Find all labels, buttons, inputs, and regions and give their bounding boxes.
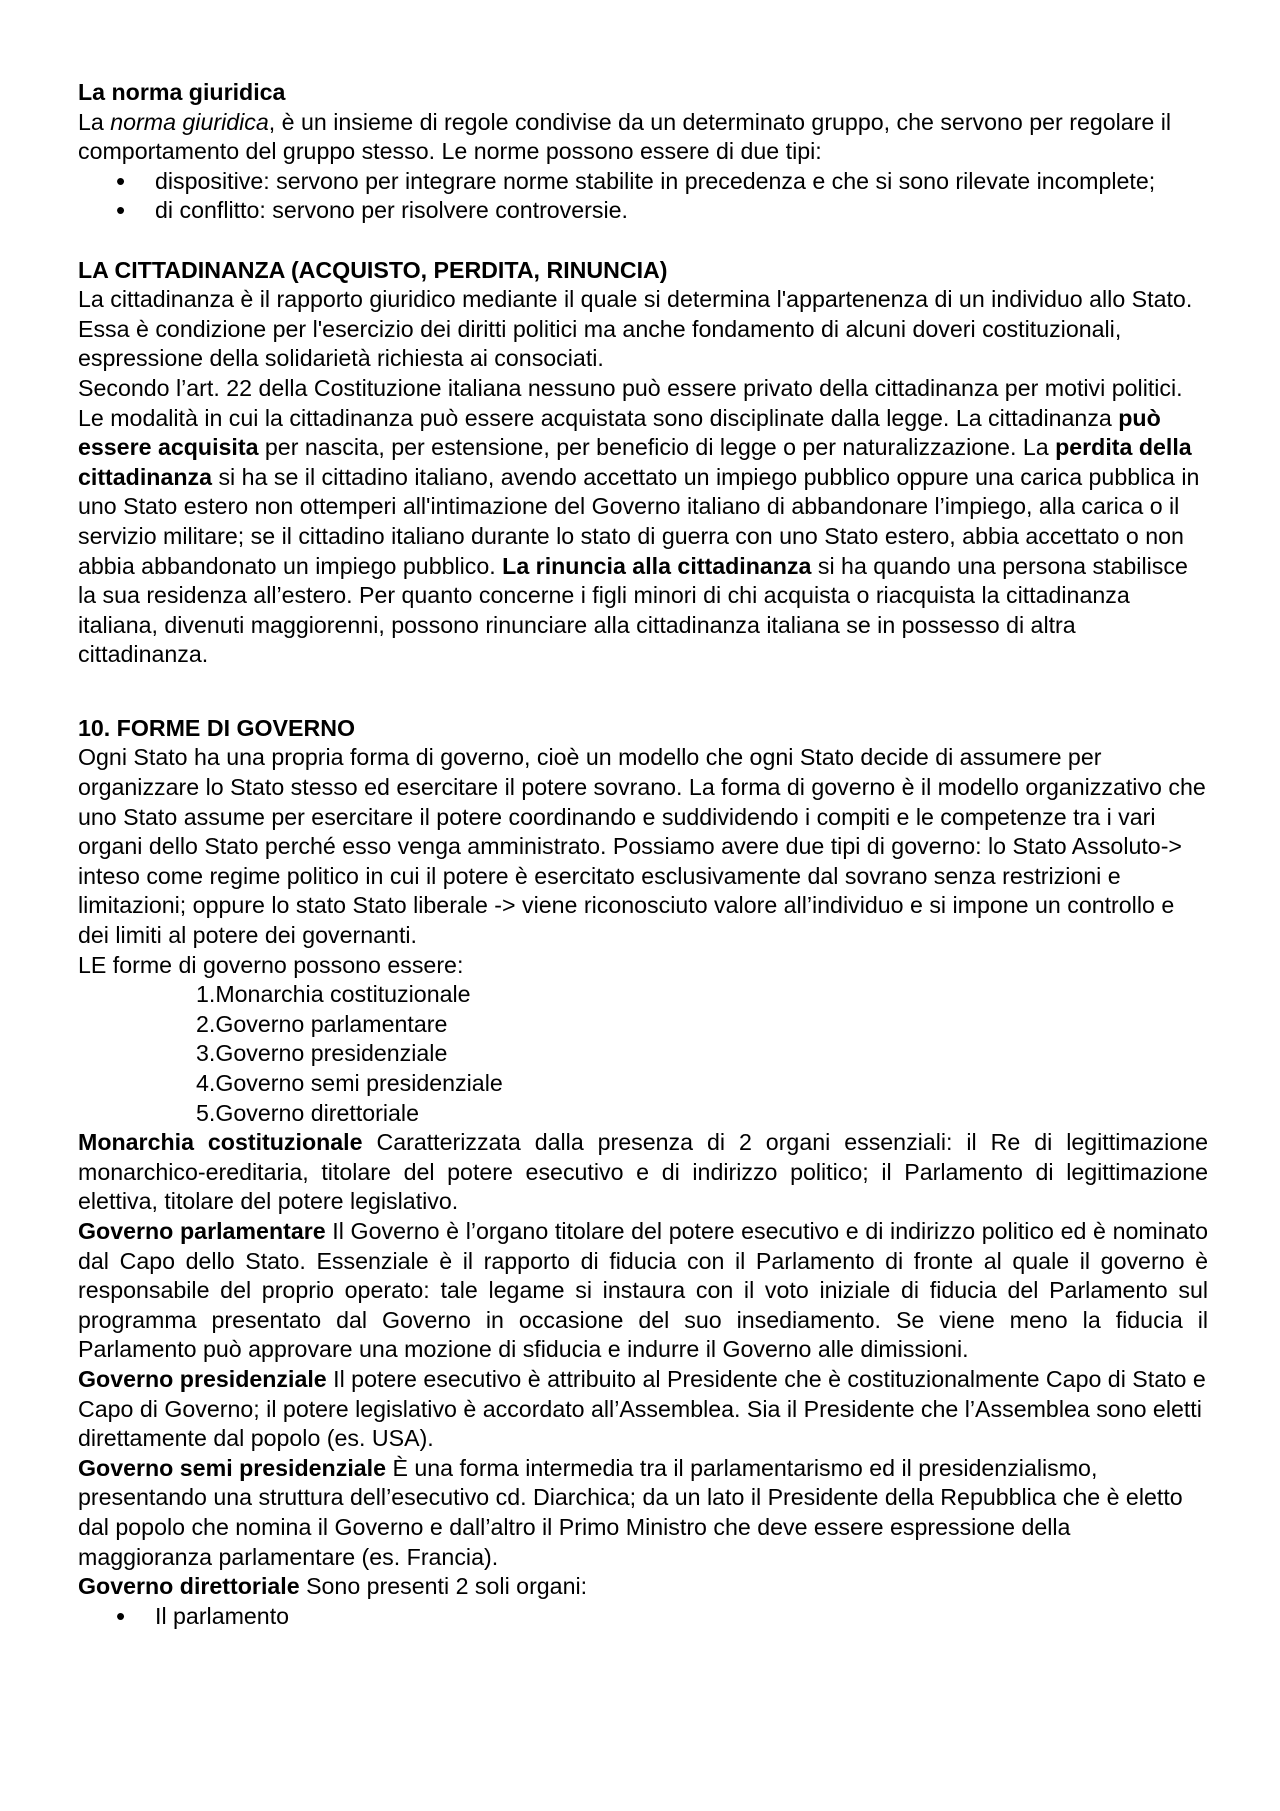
direttoriale-list bbox=[78, 1602, 1208, 1632]
rinuncia-term: La rinuncia alla cittadinanza bbox=[502, 552, 812, 579]
forme-paragraph: Ogni Stato ha una propria forma di governo, cioè un modello che ogni Stato decide di assumere per organizzare lo Stato stesso ed esercitare il potere sovrano. La forma di governo è il modello organizzativo che uno Stato assume per esercitare il potere coordinando e suddividendo i compiti e le competenze tra i vari organi dello Stato perché esso venga amministrato. Possiamo avere due tipi di governo: lo Stato Assoluto-> inteso come regime politico in cui il potere è esercitato esclusivamente dal sovrano senza restrizioni e limitazioni; oppure lo stato Stato liberale -> viene riconosciuto valore all’individuo e si impone un controllo e dei limiti al potere dei governanti. bbox=[78, 744, 1206, 949]
acquisto-term: può essere acquisita bbox=[78, 404, 1161, 461]
monarchia-paragraph: Monarchia costituzionale Caratterizzata dalla presenza di 2 organi essenziali: il Re di legittimazione monarchico-ereditaria, titolare del potere esecutivo e di indirizzo politico; il Parlamento di legittimazione elettiva, titolare del potere legislativo. bbox=[78, 1129, 1208, 1215]
forme-list-intro: LE forme di governo possono essere: bbox=[78, 951, 464, 978]
list-item: 3.Governo presidenziale bbox=[196, 1040, 448, 1067]
list-item: • dispositive: servono per integrare norme stabilite in precedenza e che si sono rilevate incomplete; bbox=[78, 167, 1208, 197]
list-item: 5.Governo direttoriale bbox=[196, 1099, 419, 1126]
semi-presidenziale-label: Governo semi presidenziale bbox=[78, 1454, 386, 1481]
list-item: • Il parlamento bbox=[78, 1602, 1208, 1632]
monarchia-label: Monarchia costituzionale bbox=[78, 1129, 363, 1156]
section-title-norma: La norma giuridica bbox=[78, 79, 286, 105]
presidenziale-label: Governo presidenziale bbox=[78, 1365, 327, 1392]
document-page bbox=[78, 78, 1208, 1631]
direttoriale-paragraph: Governo direttoriale Sono presenti 2 soli organi: bbox=[78, 1573, 588, 1600]
list-item: • di conflitto: servono per risolvere controversie. bbox=[78, 196, 1208, 226]
direttoriale-label: Governo direttoriale bbox=[78, 1573, 300, 1600]
list-item: 4.Governo semi presidenziale bbox=[196, 1070, 503, 1096]
cittadinanza-paragraph-2: Secondo l’art. 22 della Costituzione italiana nessuno può essere privato della cittadinanza per motivi politici. Le modalità in cui la cittadinanza può essere acquistata sono disciplinate dalla legge. La cittadinanza può essere acquisita per nascita, per estensione, per beneficio di legge o per naturalizzazione. La perdita della cittadinanza si ha se il cittadino italiano, avendo accettato un impiego pubblico oppure una carica pubblica in uno Stato estero non ottemperi all'intimazione del Governo italiano di abbandonare l’impiego, alla carica o il servizio militare; se il cittadino italiano durante lo stato di guerra con uno Stato estero, abbia accettato o non abbia abbandonato un impiego pubblico. La rinuncia alla cittadinanza si ha quando una persona stabilisce la sua residenza all’estero. Per quanto concerne i figli minori di chi acquista o riacquista la cittadinanza italiana, divenuti maggiorenni, possono rinunciare alla cittadinanza italiana se in possesso di altra cittadinanza. bbox=[78, 374, 1200, 668]
parlamentare-label: Governo parlamentare bbox=[78, 1217, 326, 1244]
section-title-forme: 10. FORME DI GOVERNO bbox=[78, 714, 356, 741]
norma-paragraph: La norma giuridica, è un insieme di regole condivise da un determinato gruppo, che servono per regolare il comportamento del gruppo stesso. Le norme possono essere di due tipi: bbox=[78, 108, 1172, 165]
perdita-term: perdita della cittadinanza bbox=[78, 434, 1192, 490]
semi-presidenziale-paragraph: Governo semi presidenziale È una forma intermedia tra il parlamentarismo ed il presidenzialismo, presentando una struttura dell’esecutivo cd. Diarchica; da un lato il Presidente della Repubblica che è eletto dal popolo che nomina il Governo e dall’altro il Primo Ministro che deve essere espressione della maggioranza parlamentare (es. Francia). bbox=[78, 1454, 1183, 1570]
parlamentare-paragraph: Governo parlamentare Il Governo è l’organo titolare del potere esecutivo e di indirizzo politico ed è nominato dal Capo dello Stato. Essenziale è il rapporto di fiducia con il Parlamento di fronte al quale il governo è responsabile del proprio operato: tale legame si instaura con il voto iniziale di fiducia del Parlamento sul programma presentato dal Governo in occasione del suo insediamento. Se viene meno la fiducia il Parlamento può approvare una mozione di sfiducia e indurre il Governo alle dimissioni. bbox=[78, 1217, 1208, 1363]
norma-list bbox=[78, 167, 1208, 226]
list-item: 2.Governo parlamentare bbox=[196, 1010, 448, 1037]
presidenziale-paragraph: Governo presidenziale Il potere esecutivo è attribuito al Presidente che è costituzionalmente Capo di Stato e Capo di Governo; il potere legislativo è accordato all’Assemblea. Sia il Presidente che l’Assemblea sono eletti direttamente dal popolo (es. USA). bbox=[78, 1365, 1206, 1452]
list-item: 1.Monarchia costituzionale bbox=[196, 981, 471, 1008]
norma-term: norma giuridica bbox=[110, 108, 269, 135]
cittadinanza-paragraph-1: La cittadinanza è il rapporto giuridico mediante il quale si determina l'appartenenza di un individuo allo Stato. Essa è condizione per l'esercizio dei diritti politici ma anche fondamento di alcuni doveri costituzionali, espressione della solidarietà richiesta ai consociati. bbox=[78, 286, 1193, 372]
forme-list bbox=[78, 980, 1208, 1128]
section-title-cittadinanza: LA CITTADINANZA (ACQUISTO, PERDITA, RINUNCIA) bbox=[78, 256, 668, 283]
